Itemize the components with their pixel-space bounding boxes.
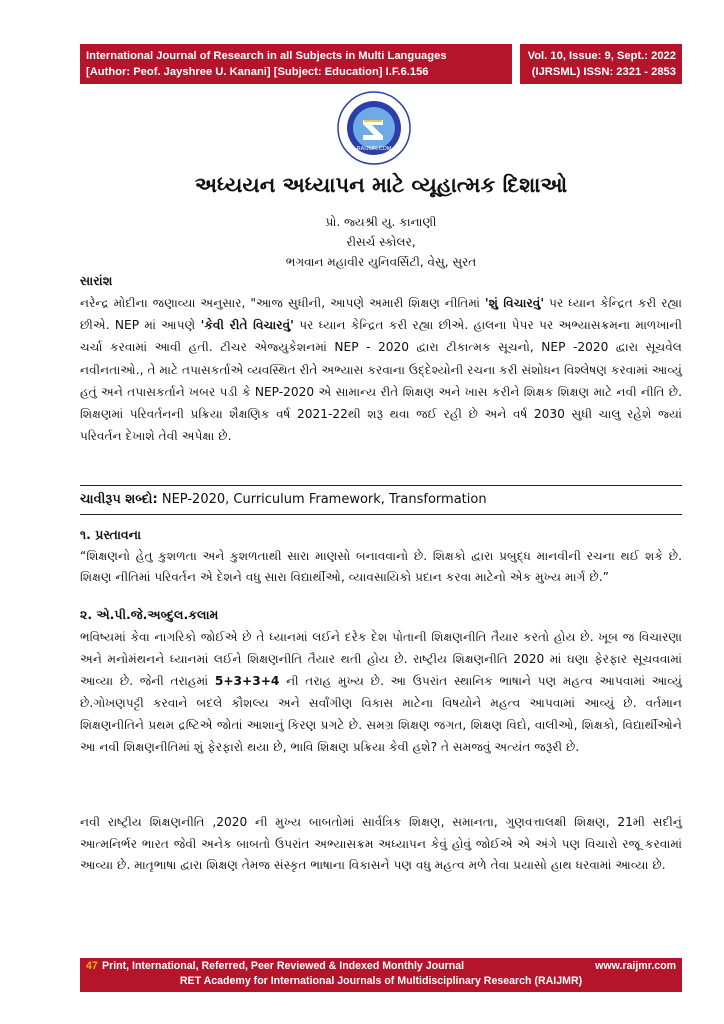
- journal-footer: [80, 958, 682, 992]
- footer-url-link[interactable]: www.raijmr.com: [595, 960, 676, 972]
- keywords: [80, 490, 682, 510]
- author-role: રીસર્ચ સ્કોલર,: [346, 235, 416, 249]
- header-journal-info: [80, 44, 512, 84]
- issn-line: (IJRSML) ISSN: 2321 - 2853: [531, 66, 676, 78]
- author-name: પ્રો. જ્યશ્રી યુ. કાનાણી: [325, 215, 437, 229]
- journal-header: [80, 44, 682, 84]
- keywords-label: ચાવીરૂપ શબ્દો:: [80, 492, 158, 507]
- author-subject-line: [Author: Peof. Jayshree U. Kanani] [Subject: Education] I.F.6.156: [86, 66, 429, 78]
- header-issue-info: [512, 44, 682, 84]
- footer-journal-type: Print, International, Referred, Peer Reviewed & Indexed Monthly Journal: [102, 960, 465, 972]
- page-number: 47: [86, 960, 98, 972]
- keywords-value: NEP-2020, Curriculum Framework, Transformation: [157, 492, 487, 507]
- keywords-bottom-rule: [80, 514, 682, 515]
- abstract-heading: સારાંશ: [80, 273, 113, 288]
- section-2-heading: ૨. એ.પી.જે.અબ્દુલ.કલામ: [80, 607, 219, 622]
- issue-line: Vol. 10, Issue: 9, Sept.: 2022: [527, 50, 676, 62]
- section-1-heading: ૧. પ્રસ્તાવના: [80, 527, 142, 542]
- section-2-paragraph-2: નવી રાષ્ટ્રીય શિક્ષણનીતિ ,2020 ની મુખ્ય બાબતોમાં સાર્વત્રિક શિક્ષણ, સમાનતા, ગુણવત્તાલક્ષી શિક્ષણ, 21મી સદીનું આત્મનિર્ભર ભારત જેવી અનેક બાબતો ઉપરાંત અભ્યાસક્રમ અધ્યાપન કેવું હોવું જોઈએ એ અંગે પણ વિચારો રજૂ કરવામાં આવ્યા છે. માતૃભાષા દ્વારા શિક્ષણ તેમજ સંસ્કૃત ભાષાના વિકાસને પણ વધુ મહત્વ મળે તેવા પ્રયાસો હાથ ધરવામાં આવ્યા છે.: [80, 815, 682, 872]
- logo-text: RAIJMR.COM: [356, 146, 392, 152]
- section-1-text: “શિક્ષણનો હેતુ કુશળતા અને કુશળતાથી સારા માણસો બનાવવાનો છે. શિક્ષકો દ્વારા પ્રબુદ્ધ માનવીની રચના થઈ શકે છે. શિક્ષણ નીતિમાં પરિવર્તન એ દેશને વધુ સારા વિદ્યાર્થીઓ, વ્યાવસાયિકો પ્રદાન કરવા માટેનો એક મુખ્ય માર્ગ છે.”: [80, 549, 682, 584]
- footer-publisher: RET Academy for International Journals of Multidisciplinary Research (RAIJMR): [179, 975, 583, 987]
- author-block: [80, 212, 682, 272]
- paper-title: અધ્યયન અધ્યાપન માટે વ્યૂહાત્મક દિશાઓ: [194, 173, 568, 197]
- journal-name: International Journal of Research in all Subjects in Multi Languages: [86, 50, 447, 62]
- section-2-paragraph-1: ભવિષ્યમાં કેવા નાગરિકો જોઈએ છે તે ધ્યાનમાં લઈને દરેક દેશ પોતાની શિક્ષણનીતિ તૈયાર કરતો હોય છે. ખૂબ જ વિચારણા અને મનોમંથનને ધ્યાનમાં લઈને શિક્ષણનીતિ તૈયાર થતી હોય છે. રાષ્ટ્રીય શિક્ષણનીતિ 2020 માં ઘણા ફેરફાર સૂચવવામાં આવ્યા છે. જેની તરાહમાં 5+3+3+4 ની તરાહ મુખ્ય છે. આ ઉપરાંત સ્થાનિક ભાષાને પણ મહત્વ આપવામાં આવ્યું છે.ગોખણપટ્ટી કરવાને બદલે કૌશલ્ય અને સર્વાંગીણ વિકાસ માટેના વિષયોને મહત્વ આપવામાં આવ્યું છે. વર્તમાન શિક્ષણનીતિને પ્રથમ દ્રષ્ટિએ જોતાં આશાનું કિરણ પ્રગટે છે. સમગ્ર શિક્ષણ જગત, શિક્ષણ વિદો, વાલીઓ, શિક્ષકો, વિદ્યાર્થીઓને આ નવી શિક્ષણનીતિમાં શું ફેરફારો થયા છે, ભાવિ શિક્ષણ પ્રક્રિયા કેવી હશે? તે સમજવું અત્યંત જરૂરી છે.: [80, 630, 682, 754]
- journal-seal-logo: [336, 90, 412, 166]
- abstract-text: નરેન્દ્ર મોદીના જણાવ્યા અનુસાર, "આજ સુધીની, આપણે અમારી શિક્ષણ નીતિમાં 'શું વિચારવું' પર ધ્યાન કેન્દ્રિત કરી રહ્યા છીએ. NEP માં આપણે 'કેવી રીતે વિચારવું' પર ધ્યાન કેન્દ્રિત કરી રહ્યા છીએ. હાલના પેપર પર અભ્યાસક્રમના માળખાની ચર્ચા કરવામાં આવી હતી. ટીચર એજ્યુકેશનમાં NEP - 2020 દ્વારા ટીકાત્મક સૂચનો, NEP -2020 દ્વારા સૂચવેલ નવીનતાઓ., તે માટે તપાસકર્તાએ વ્યવસ્થિત રીતે અભ્યાસ કરવાના ઉદ્દેશ્યોની રચના કરી સંશોધન વિશ્લેષણ કરવામાં આવ્યું હતું અને તપાસકર્તાને ખબર પડી કે NEP-2020 એ સામાન્ય રીતે શિક્ષણ અને ખાસ કરીને શિક્ષક શિક્ષણ માટે નવી નીતિ છે. શિક્ષણમાં પરિવર્તનની પ્રક્રિયા શૈક્ષણિક વર્ષ 2021-22થી શરૂ થવા જઈ રહી છે અને વર્ષ 2030 સુધી ચાલુ રહેશે જ્યાં પરિવર્તન દેખાશે તેવી અપેક્ષા છે.: [80, 296, 683, 444]
- keywords-top-rule: [80, 485, 682, 486]
- author-affiliation: ભગવાન મહાવીર યુનિવર્સિટી, વેસુ, સુરત: [285, 255, 477, 269]
